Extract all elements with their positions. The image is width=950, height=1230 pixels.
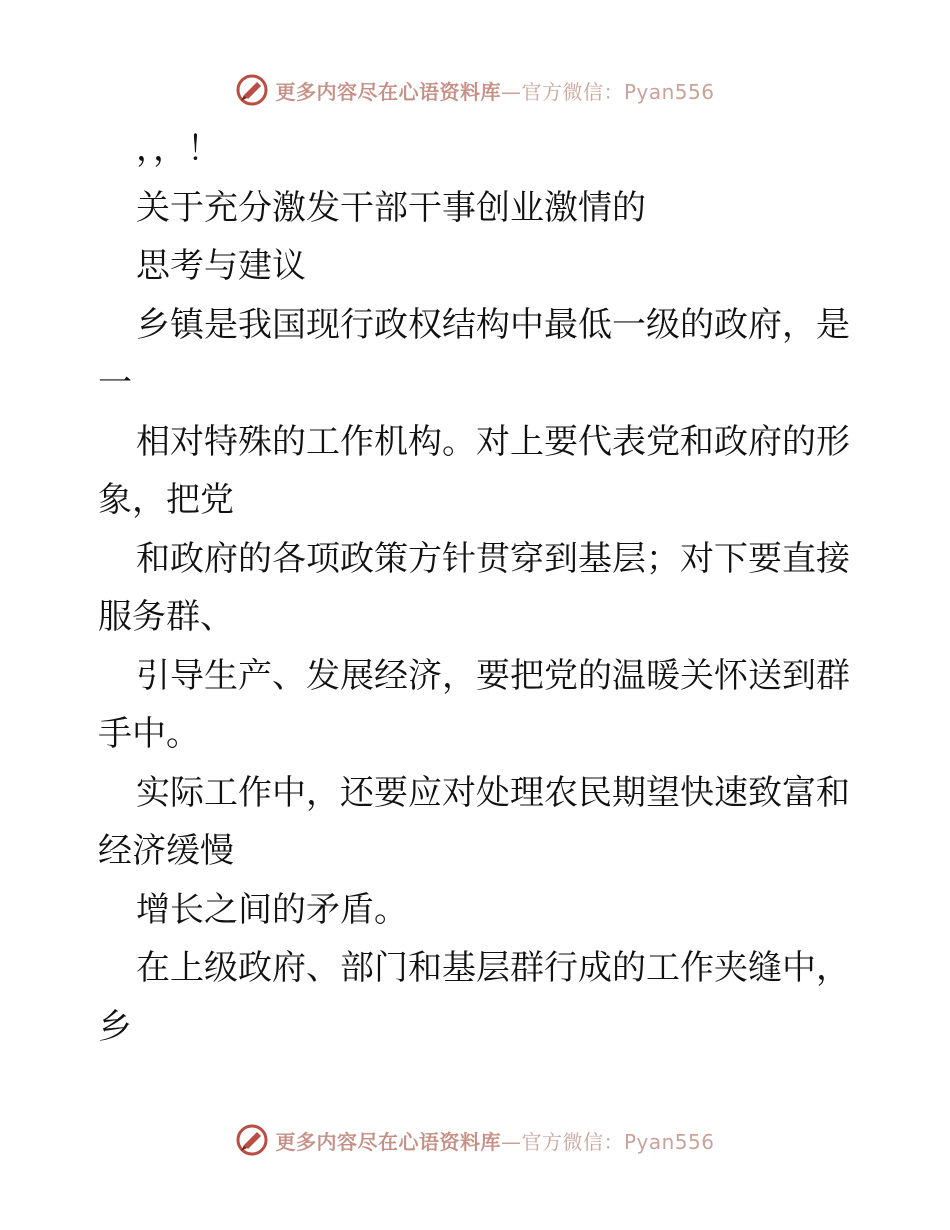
text-line: 经济缓慢 [98, 831, 234, 871]
brand-logo-icon [235, 73, 269, 107]
text-line: 关于充分激发干部干事创业激情的 [136, 187, 646, 228]
text-line: 乡镇是我国现行政权结构中最低一级的政府，是 [136, 304, 850, 345]
header-watermark-banner [0, 70, 950, 110]
text-line: 实际工作中，还要应对处理农民期望快速致富和 [136, 772, 850, 813]
text-line: 在上级政府、部门和基层群行成的工作夹缝中， [136, 948, 850, 988]
text-line: ，，！ [136, 129, 221, 169]
text-line: 手中。 [98, 714, 200, 754]
text-line: 服务群、 [98, 597, 234, 637]
header-watermark-text: 更多内容尽在心语资料库—官方微信：Pyan556 [275, 79, 715, 104]
text-line: 象，把党 [98, 480, 234, 520]
brand-logo-icon [235, 1123, 269, 1157]
footer-watermark-banner [0, 1120, 950, 1160]
text-line: 乡 [98, 1006, 132, 1047]
text-line: 思考与建议 [136, 246, 306, 286]
text-line: 增长之间的矛盾。 [136, 889, 408, 930]
footer-watermark-text: 更多内容尽在心语资料库—官方微信：Pyan556 [275, 1129, 715, 1154]
document-body [98, 120, 858, 1056]
text-line: 和政府的各项政策方针贯穿到基层；对下要直接 [136, 538, 850, 579]
text-line: 引导生产、发展经济，要把党的温暖关怀送到群 [136, 655, 850, 696]
text-line: 相对特殊的工作机构。对上要代表党和政府的形 [136, 421, 850, 462]
text-line: 一 [98, 363, 132, 403]
